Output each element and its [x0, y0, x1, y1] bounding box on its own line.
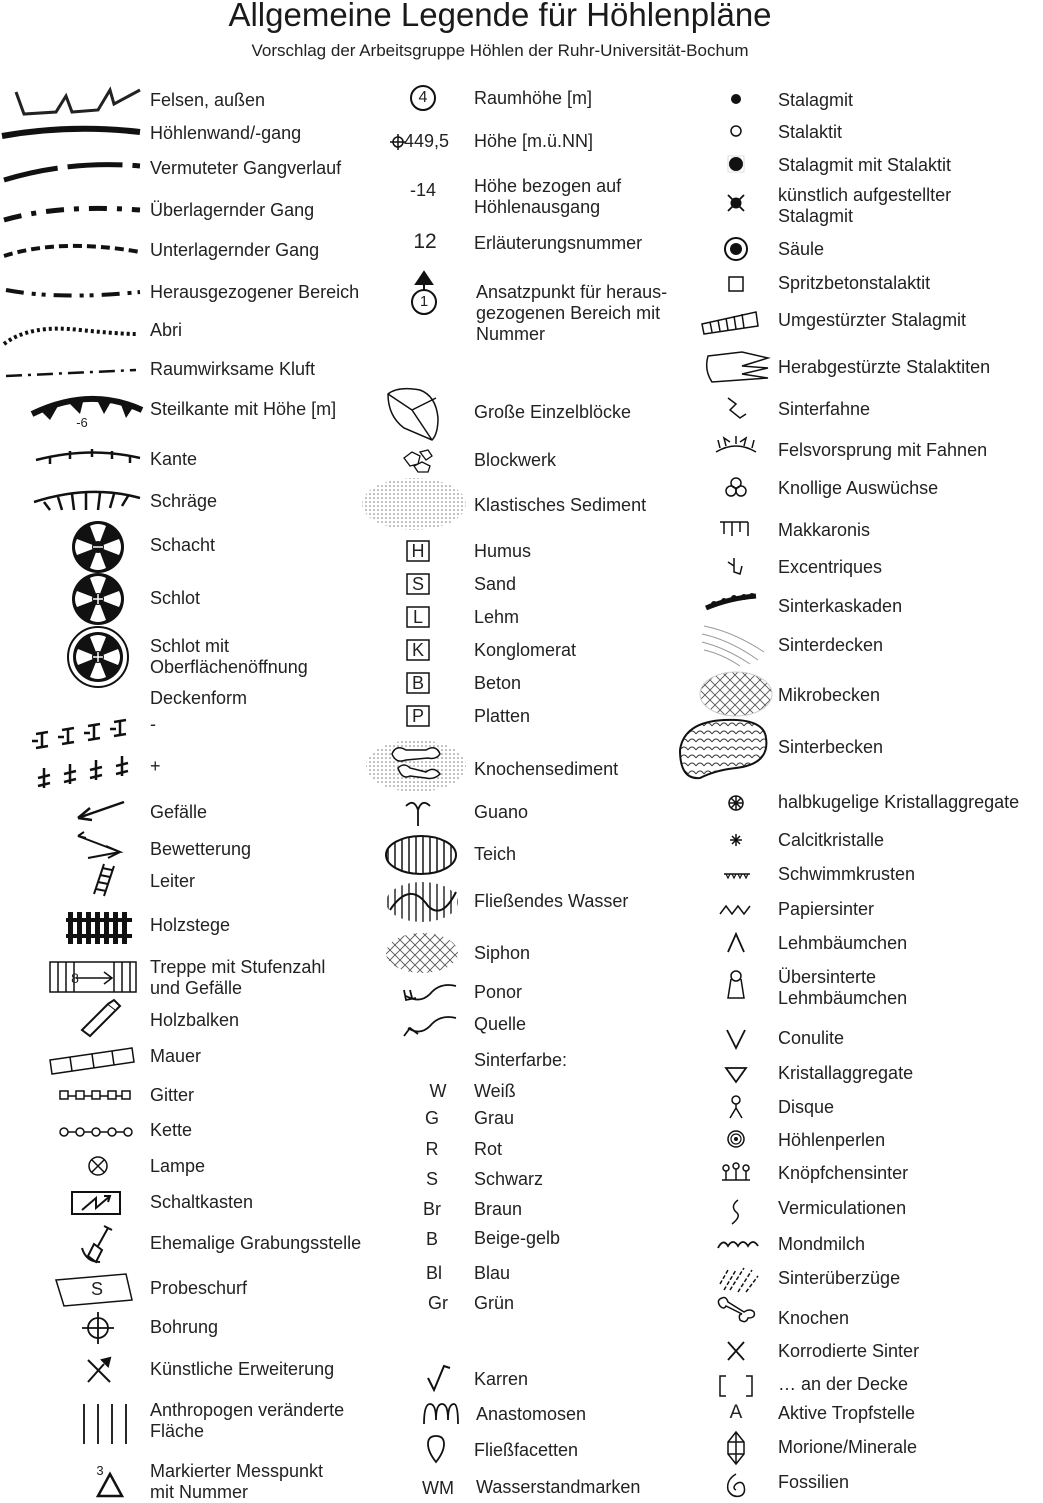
- raumhoehe-value-text: 4: [418, 89, 428, 106]
- hoehlenperlen-symbol: [728, 1131, 744, 1147]
- label-conulite: Conulite: [778, 1028, 845, 1048]
- stalaktit-symbol: [731, 126, 741, 136]
- klastisches-sediment-symbol: [362, 478, 466, 530]
- erlaeuterung-value-text: 12: [413, 230, 437, 253]
- label-an-der-decke: … an der Decke: [778, 1374, 909, 1394]
- holzbalken-symbol: [82, 1000, 120, 1036]
- label-raumhoehe: Raumhöhe [m]: [474, 88, 593, 108]
- ponor-symbol: [404, 985, 456, 1000]
- hoehe-ausgang-value-text: -14: [409, 180, 436, 200]
- einzelbloecke-symbol: [388, 389, 438, 440]
- sediment-letter-beton: B: [411, 673, 424, 693]
- schraege-symbol: [34, 492, 140, 510]
- herabgestuerzt-symbol: [707, 352, 768, 382]
- label-sinterbecken: Sinterbecken: [778, 737, 884, 757]
- label-schacht: Schacht: [150, 535, 216, 555]
- morione-symbol: [728, 1432, 744, 1464]
- label-probeschurf: Probeschurf: [150, 1278, 248, 1298]
- farbe-code-rot: R: [425, 1139, 439, 1159]
- deckenform-minus-symbol: [32, 720, 126, 748]
- grabungsstelle-symbol: [82, 1226, 112, 1262]
- label-kette: Kette: [150, 1120, 193, 1140]
- label-beton: Beton: [474, 673, 522, 693]
- label-schlot-oeffnung: Schlot mit Oberflächenöffnung: [150, 636, 308, 677]
- label-braun: Braun: [474, 1199, 523, 1219]
- schacht-symbol: [72, 521, 124, 573]
- steilkante-height-text: -6: [76, 415, 88, 430]
- sinterueberzuege-symbol: [720, 1268, 758, 1292]
- vermiculationen-symbol: [732, 1200, 738, 1224]
- knochen-symbol: [718, 1298, 754, 1322]
- label-grau: Grau: [474, 1108, 515, 1128]
- bohrung-symbol: [82, 1312, 114, 1344]
- label-herabgestuerzt: Herabgestürzte Stalaktiten: [778, 357, 991, 377]
- label-mikrobecken: Mikrobecken: [778, 685, 881, 705]
- farbe-code-braun: Br: [423, 1199, 441, 1219]
- gitter-symbol: [60, 1091, 130, 1099]
- label-schraege: Schräge: [150, 491, 218, 511]
- label-fliessfacetten: Fließfacetten: [474, 1440, 579, 1460]
- sediment-letter-lehm: L: [412, 607, 423, 627]
- label-sinterueberzuege: Sinterüberzüge: [778, 1268, 901, 1288]
- label-stalaktit: Stalaktit: [778, 122, 843, 142]
- fliessendes-wasser-symbol: [386, 882, 458, 922]
- label-fliessendes-wasser: Fließendes Wasser: [474, 891, 629, 911]
- label-aktive-tropfstelle: Aktive Tropfstelle: [778, 1403, 916, 1423]
- mondmilch-symbol: [718, 1242, 758, 1248]
- label-anthropogen: Anthropogen veränderte Fläche: [150, 1400, 345, 1441]
- label-fossilien: Fossilien: [778, 1472, 850, 1492]
- label-konglomerat: Konglomerat: [474, 640, 577, 660]
- label-quelle: Quelle: [474, 1014, 527, 1034]
- farbe-code-schwarz: S: [425, 1169, 438, 1189]
- label-humus: Humus: [474, 541, 532, 561]
- label-vermiculationen: Vermiculationen: [778, 1198, 907, 1218]
- label-platten: Platten: [474, 706, 531, 726]
- wasserstand-code: WM: [422, 1478, 454, 1498]
- kristallaggregate-symbol: [726, 1068, 746, 1082]
- label-steilkante: Steilkante mit Höhe [m]: [150, 399, 337, 419]
- siphon-symbol: [386, 933, 458, 973]
- hoehe-nn-value-text: 449,5: [404, 131, 450, 151]
- papiersinter-symbol: [720, 906, 750, 914]
- herausgezogen-symbol: [6, 290, 140, 296]
- label-ponor: Ponor: [474, 982, 523, 1002]
- label-klastisches-sediment: Klastisches Sediment: [474, 495, 647, 515]
- leiter-symbol: [94, 864, 114, 896]
- messpunkt-number-text: 3: [96, 1463, 104, 1478]
- label-kuenstlich-stalagmit: künstlich aufgestellter Stalagmit: [778, 185, 952, 226]
- abri-symbol: [4, 329, 136, 344]
- fossilien-symbol: [728, 1474, 745, 1496]
- label-holzstege: Holzstege: [150, 915, 231, 935]
- label-sinterfarbe: Sinterfarbe:: [474, 1050, 568, 1070]
- guano-symbol: [406, 803, 430, 826]
- label-schlot: Schlot: [150, 588, 201, 608]
- label-blau: Blau: [474, 1263, 511, 1283]
- mikrobecken-symbol: [700, 672, 772, 716]
- label-stalagmit-stalaktit: Stalagmit mit Stalaktit: [778, 155, 952, 175]
- label-leiter: Leiter: [150, 871, 196, 891]
- label-spritzbeton: Spritzbetonstalaktit: [778, 273, 931, 293]
- kette-symbol: [60, 1128, 132, 1136]
- felsen-symbol: [16, 90, 140, 114]
- label-uebersinterte: Übersinterte Lehmbäumchen: [778, 967, 908, 1008]
- label-kristallaggregate: Kristallaggregate: [778, 1063, 914, 1083]
- label-deckenform-minus: -: [150, 714, 156, 734]
- label-erlaeuterungsnummer: Erläuterungsnummer: [474, 233, 643, 253]
- conulite-symbol: [727, 1030, 745, 1048]
- label-gitter: Gitter: [150, 1085, 195, 1105]
- label-papiersinter: Papiersinter: [778, 899, 875, 919]
- label-korrodierte: Korrodierte Sinter: [778, 1341, 920, 1361]
- holzstege-symbol: [66, 912, 132, 944]
- sinterkaskaden-symbol: [706, 593, 756, 608]
- label-siphon: Siphon: [474, 943, 531, 963]
- label-knochensediment: Knochensediment: [474, 759, 619, 779]
- label-mondmilch: Mondmilch: [778, 1234, 866, 1254]
- label-teich: Teich: [474, 844, 517, 864]
- label-kante: Kante: [150, 449, 198, 469]
- label-unterlagernder-gang: Unterlagernder Gang: [150, 240, 320, 260]
- label-schwarz: Schwarz: [474, 1169, 544, 1189]
- treppe-steps-text: 8: [71, 970, 79, 986]
- uebersinterte-symbol: [728, 971, 744, 998]
- teich-symbol: [386, 836, 456, 874]
- label-treppe: Treppe mit Stufenzahl und Gefälle: [150, 957, 326, 998]
- page-subtitle: Vorschlag der Arbeitsgruppe Höhlen der Ruhr-Universität-Bochum: [251, 41, 749, 60]
- label-ansatzpunkt: Ansatzpunkt für heraus- gezogenen Bereich mit Nummer: [476, 282, 668, 344]
- halbkugelige-symbol: [729, 796, 743, 810]
- label-karren: Karren: [474, 1369, 529, 1389]
- treppe-symbol: [50, 962, 136, 992]
- schwimmkrusten-symbol: [724, 874, 750, 878]
- schaltkasten-symbol: [72, 1192, 120, 1214]
- knoepfchensinter-symbol: [722, 1163, 750, 1180]
- schlot-symbol: [72, 573, 124, 625]
- label-lehm: Lehm: [474, 607, 520, 627]
- farbe-code-beige: B: [425, 1229, 438, 1249]
- label-stalagmit: Stalagmit: [778, 90, 854, 110]
- label-hoehe-nn: Höhe [m.ü.NN]: [474, 131, 594, 151]
- knollige-symbol: [726, 478, 746, 496]
- anastomosen-symbol: [424, 1404, 458, 1424]
- excentriques-symbol: [728, 558, 742, 574]
- label-beige-gelb: Beige-gelb: [474, 1228, 561, 1248]
- farbe-code-gruen: Gr: [428, 1293, 448, 1313]
- stalagmit-stalaktit-symbol: [728, 156, 744, 172]
- sediment-letter-sand: S: [411, 574, 424, 594]
- label-saeule: Säule: [778, 239, 825, 259]
- label-kuenstliche-erweiterung: Künstliche Erweiterung: [150, 1359, 335, 1379]
- ansatz-value-text: 1: [419, 293, 429, 310]
- label-knollige: Knollige Auswüchse: [778, 478, 939, 498]
- label-blockwerk: Blockwerk: [474, 450, 557, 470]
- sediment-letter-konglomerat: K: [411, 640, 424, 660]
- label-schaltkasten: Schaltkasten: [150, 1192, 254, 1212]
- label-wasserstandmarken: Wasserstandmarken: [476, 1477, 641, 1497]
- label-grabungsstelle: Ehemalige Grabungsstelle: [150, 1233, 362, 1253]
- label-disque: Disque: [778, 1097, 835, 1117]
- label-vermuteter-gang: Vermuteter Gangverlauf: [150, 158, 342, 178]
- label-rot: Rot: [474, 1139, 503, 1159]
- label-deckenform-plus: +: [150, 756, 161, 776]
- sediment-letter-humus: H: [411, 541, 425, 561]
- label-bewetterung: Bewetterung: [150, 839, 252, 859]
- label-sinterkaskaden: Sinterkaskaden: [778, 596, 903, 616]
- bewetterung-symbol: [78, 832, 120, 858]
- label-weiss: Weiß: [474, 1081, 516, 1101]
- saeule-symbol: [725, 238, 747, 260]
- anthropogen-symbol: [84, 1404, 126, 1444]
- schlot-oeffnung-symbol: [68, 627, 128, 687]
- label-messpunkt: Markierter Messpunkt mit Nummer: [150, 1461, 324, 1502]
- label-knoepfchensinter: Knöpfchensinter: [778, 1163, 909, 1183]
- sediment-boxes: [407, 541, 429, 726]
- label-excentriques: Excentriques: [778, 557, 883, 577]
- label-halbkugelige: halbkugelige Kristallaggregate: [778, 792, 1020, 812]
- kuenstliche-erweiterung-symbol: [88, 1358, 110, 1382]
- knochensediment-symbol: [366, 740, 466, 792]
- label-herausgezogen: Herausgezogener Bereich: [150, 282, 360, 302]
- probeschurf-letter-text: S: [90, 1279, 103, 1299]
- label-hoehlenperlen: Höhlenperlen: [778, 1130, 886, 1150]
- farbe-code-blau: Bl: [425, 1263, 442, 1283]
- ueberlagernder-gang-symbol: [4, 208, 140, 220]
- sinterdecken-symbol: [702, 626, 764, 666]
- label-sinterdecken: Sinterdecken: [778, 635, 884, 655]
- label-einzelbloecke: Große Einzelblöcke: [474, 402, 632, 422]
- korrodierte-symbol: [728, 1342, 744, 1360]
- label-morione: Morione/Minerale: [778, 1437, 918, 1457]
- calcitkristalle-symbol: [730, 834, 742, 846]
- label-ueberlagernder-gang: Überlagernder Gang: [150, 200, 315, 220]
- label-sand: Sand: [474, 574, 517, 594]
- label-holzbalken: Holzbalken: [150, 1010, 240, 1030]
- karren-symbol: [428, 1366, 450, 1390]
- kluft-symbol: [6, 370, 136, 376]
- sinterfahne-symbol: [728, 398, 746, 418]
- sediment-letter-platten: P: [411, 706, 424, 726]
- aktive-tropfstelle-symbol: A: [729, 1402, 743, 1423]
- spritzbeton-symbol: [729, 277, 743, 291]
- label-hoehe-ausgang: Höhe bezogen auf Höhlenausgang: [474, 176, 622, 217]
- farbe-code-weiss: W: [429, 1081, 447, 1101]
- an-der-decke-symbol: [720, 1376, 752, 1396]
- label-makkaronis: Makkaronis: [778, 520, 871, 540]
- lampe-symbol: [89, 1157, 107, 1175]
- makkaronis-symbol: [720, 522, 748, 536]
- label-lehmbaeumchen: Lehmbäumchen: [778, 933, 908, 953]
- label-lampe: Lampe: [150, 1156, 206, 1176]
- kante-symbol: [36, 449, 140, 464]
- umgestuerzt-symbol: [702, 312, 758, 334]
- label-umgestuerzt: Umgestürzter Stalagmit: [778, 310, 967, 330]
- label-kluft: Raumwirksame Kluft: [150, 359, 316, 379]
- fliessfacetten-symbol: [428, 1436, 444, 1462]
- label-felsvorsprung: Felsvorsprung mit Fahnen: [778, 440, 988, 460]
- hoehlenwand-symbol: [2, 129, 140, 136]
- blockwerk-symbol: [404, 450, 432, 472]
- label-deckenform: Deckenform: [150, 688, 248, 708]
- deckenform-plus-symbol: [38, 756, 128, 788]
- kuenstlich-stalagmit-symbol: [728, 195, 744, 211]
- label-calcitkristalle: Calcitkristalle: [778, 830, 885, 850]
- lehmbaeumchen-symbol: [728, 934, 744, 952]
- label-mauer: Mauer: [150, 1046, 202, 1066]
- label-gruen: Grün: [474, 1293, 515, 1313]
- stalagmit-symbol: [731, 94, 741, 104]
- label-knochen: Knochen: [778, 1308, 850, 1328]
- felsvorsprung-symbol: [716, 436, 756, 452]
- label-bohrung: Bohrung: [150, 1317, 219, 1337]
- label-anastomosen: Anastomosen: [476, 1404, 587, 1424]
- label-gefaelle: Gefälle: [150, 802, 208, 822]
- page-title: Allgemeine Legende für Höhlenpläne: [228, 0, 772, 33]
- label-schwimmkrusten: Schwimmkrusten: [778, 864, 916, 884]
- unterlagernder-gang-symbol: [4, 246, 140, 256]
- gefaelle-symbol: [78, 802, 124, 820]
- label-abri: Abri: [150, 320, 183, 340]
- sinterbecken-symbol: [680, 720, 766, 778]
- farbe-code-grau: G: [424, 1108, 439, 1128]
- label-guano: Guano: [474, 802, 529, 822]
- label-hoehlenwand: Höhlenwand/-gang: [150, 123, 302, 143]
- label-felsen: Felsen, außen: [150, 90, 266, 110]
- vermuteter-gang-symbol: [4, 165, 140, 180]
- disque-symbol: [730, 1096, 742, 1118]
- label-sinterfahne: Sinterfahne: [778, 399, 871, 419]
- mauer-symbol: [50, 1048, 134, 1074]
- quelle-symbol: [404, 1017, 456, 1036]
